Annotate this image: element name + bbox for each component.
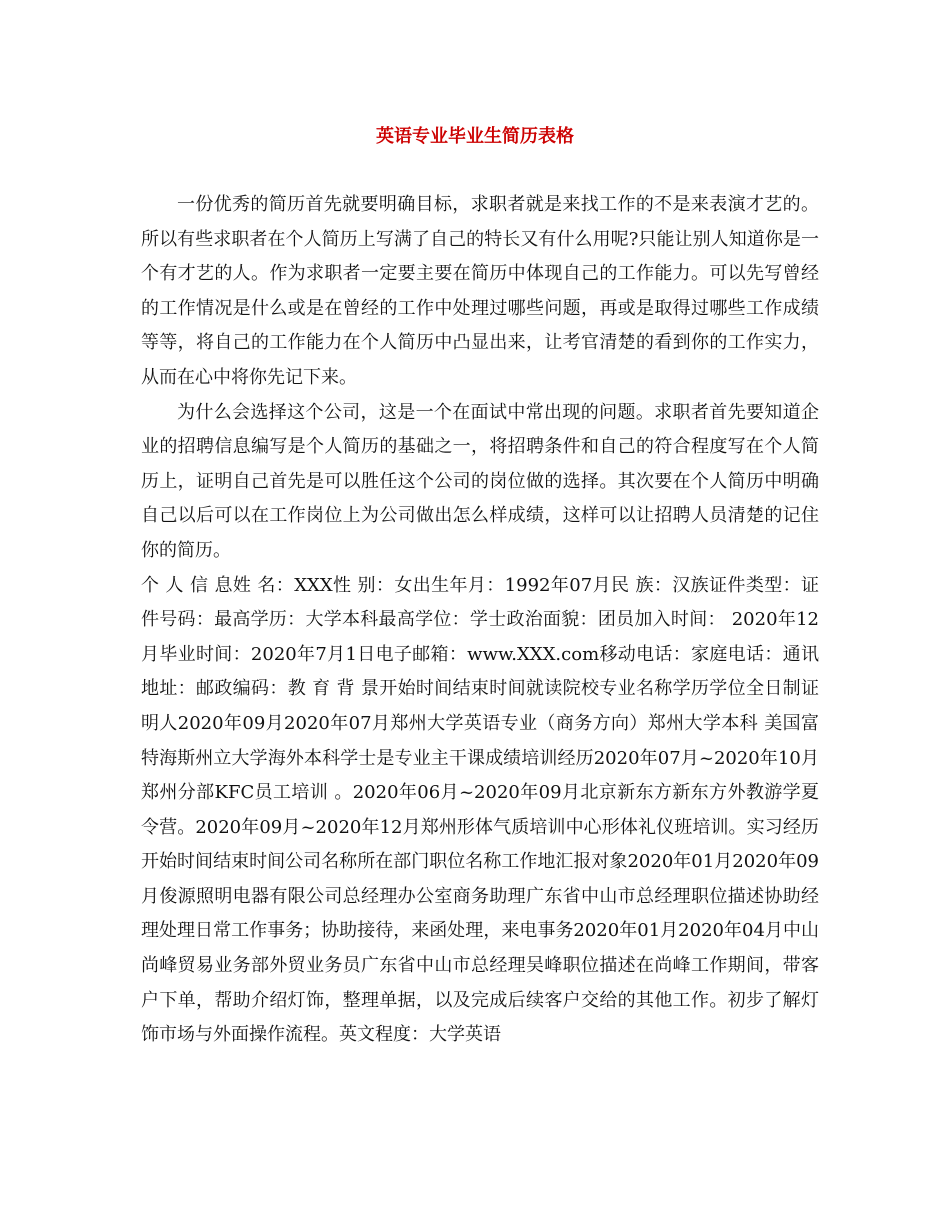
paragraph-company-choice: 为什么会选择这个公司，这是一个在面试中常出现的问题。求职者首先要知道企业的招聘信息编写是个人简历的基础之一，将招聘条件和自己的符合程度写在个人简历上，证明自己首先是可以胜任这个公司的岗位做的选择。其次要在个人简历中明确自己以后可以在工作岗位上为公司做出怎么样成绩，这样可以让招聘人员清楚的记住你的简历。 xyxy=(141,401,819,561)
document-title: 英语专业毕业生简历表格 xyxy=(376,126,574,147)
paragraph-resume-details: 个 人 信 息姓 名：XXX性 别：女出生年月：1992年07月民 族：汉族证件类型：证件号码：最高学历：大学本科最高学位：学士政治面貌：团员加入时间： 2020年12月毕业时间：2020年7月1日电子邮箱：www.XXX.com移动电话：家庭电话：通讯地址：邮政编码：教 育 背 景开始时间结束时间就读院校专业名称学历学位全日制证明人2020年09月2020年07月郑州大学英语专业（商务方向）郑州大学本科 美国富特海斯州立大学海外本科学士是专业主干课成绩培训经历2020年07月~2020年10月 郑州分部KFC员工培训 。2020年06月~2020年09月北京新东方新东方外教游学夏令营。2020年09月~2020年12月郑州形体气质培训中心形体礼仪班培训。实习经历开始时间结束时间公司名称所在部门职位名称工作地汇报对象2020年01月2020年09月俊源照明电器有限公司总经理办公室商务助理广东省中山市总经理职位描述协助经理处理日常工作事务；协助接待，来函处理，来电事务2020年01月2020年04月中山尚峰贸易业务部外贸业务员广东省中山市总经理吴峰职位描述在尚峰工作期间，带客户下单，帮助介绍灯饰，整理单据，以及完成后续客户交给的其他工作。初步了解灯饰市场与外面操作流程。英文程度：大学英语 xyxy=(141,574,819,1046)
paragraph-resume-goal: 一份优秀的简历首先就要明确目标，求职者就是来找工作的不是来表演才艺的。所以有些求职者在个人简历上写满了自己的特长又有什么用呢?只能让别人知道你是一个有才艺的人。作为求职者一定要主要在简历中体现自己的工作能力。可以先写曾经的工作情况是什么或是在曾经的工作中处理过哪些问题，再或是取得过哪些工作成绩等等，将自己的工作能力在个人简历中凸显出来，让考官清楚的看到你的工作实力，从而在心中将你先记下来。 xyxy=(141,194,819,388)
document-body xyxy=(141,188,819,1053)
